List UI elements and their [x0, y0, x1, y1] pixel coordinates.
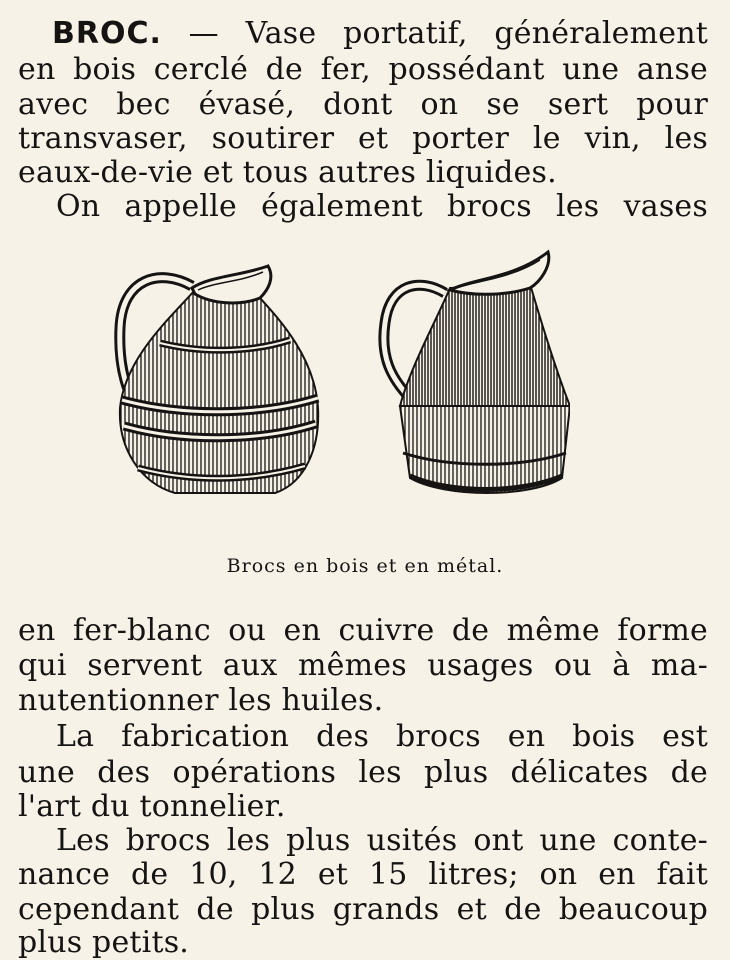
article-line-15: cependant de plus grands et de beaucoup — [18, 893, 708, 927]
headword: BROC. — [52, 17, 162, 51]
article-line-4: transvaser, soutirer et porter le vin, les — [18, 122, 708, 156]
article-line-5: eaux-de-vie et tous autres liquides. — [18, 156, 557, 190]
pitchers-illustration — [100, 248, 570, 508]
wooden-pitcher-icon — [120, 266, 318, 493]
article-line-7: en fer-blanc ou en cuivre de même forme — [18, 614, 708, 648]
article-line-13: Les brocs les plus usités ont une conte- — [56, 824, 708, 858]
article-line-14: nance de 10, 12 et 15 litres; on en fait — [18, 858, 708, 892]
article-line-6: On appelle également brocs les vases — [56, 190, 708, 224]
article-line-10: La fabrication des brocs en bois est — [56, 720, 708, 754]
article-line-3: avec bec évasé, dont on se sert pour — [18, 88, 708, 122]
article-line-12: l'art du tonnelier. — [18, 790, 286, 824]
article-line-9: nutentionner les huiles. — [18, 684, 384, 718]
article-line-1: BROC. — Vase portatif, généralement — [52, 17, 708, 51]
article-line-2: en bois cerclé de fer, possédant une anse — [18, 53, 708, 87]
metal-pitcher-icon — [384, 252, 570, 493]
article-line-16: plus petits. — [18, 926, 190, 960]
illustration-svg — [100, 248, 570, 508]
article-line-11: une des opérations les plus délicates de — [18, 756, 708, 790]
article-line-8: qui servent aux mêmes usages ou à ma- — [18, 649, 708, 683]
figure-caption: Brocs en bois et en métal. — [226, 555, 504, 577]
